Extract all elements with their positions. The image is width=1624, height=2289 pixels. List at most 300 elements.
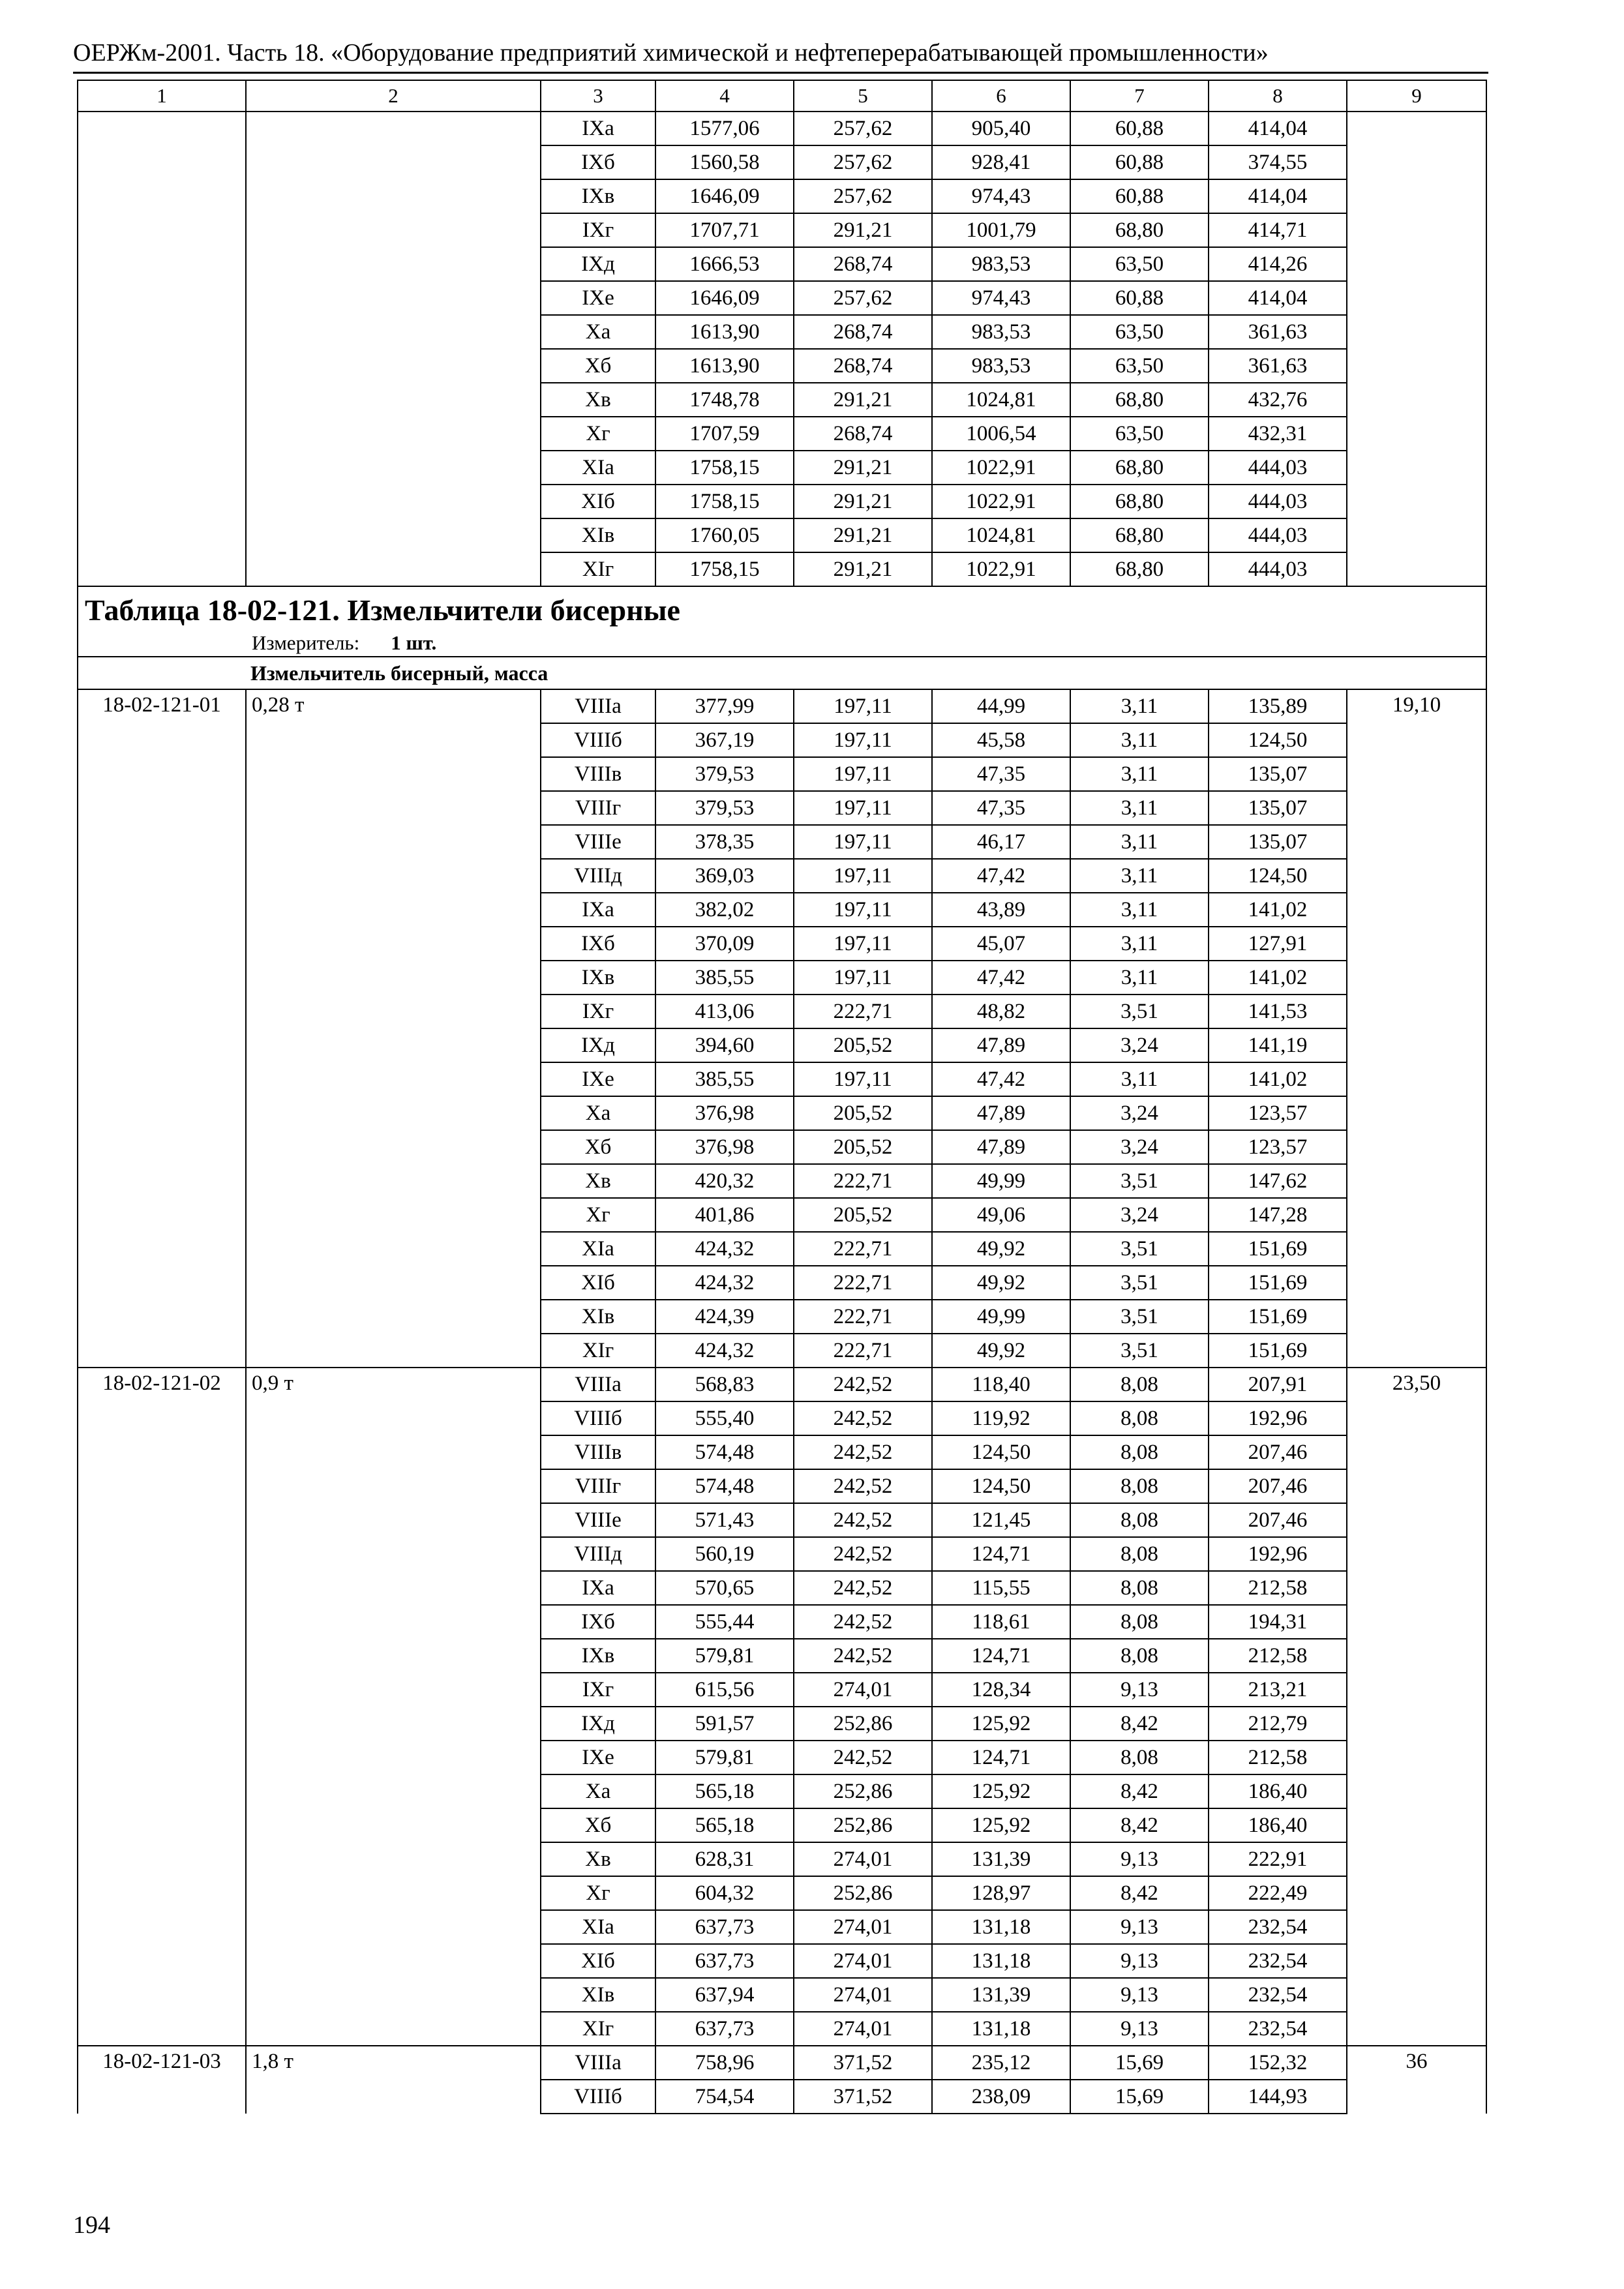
section-title: Измельчитель бисерный, масса [78,657,1486,689]
table-cell: 444,03 [1209,451,1347,485]
table-cell: 9,13 [1070,1944,1209,1978]
table-cell: 637,94 [655,1978,794,2012]
table-cell: 197,11 [794,689,932,723]
table-cell [1347,112,1486,586]
table-cell: 1758,15 [655,485,794,518]
table-cell: 376,98 [655,1130,794,1164]
table-cell: IXе [541,1741,655,1774]
table-cell: 1760,05 [655,518,794,552]
table-cell: 47,35 [932,791,1070,825]
table-cell: 268,74 [794,417,932,451]
table-cell: 3,51 [1070,1266,1209,1300]
table-cell: 367,19 [655,723,794,757]
table-cell: 207,46 [1209,1503,1347,1537]
table-cell: Xа [541,315,655,349]
table-cell: VIIIв [541,757,655,791]
table-cell: VIIIг [541,791,655,825]
table-cell: 242,52 [794,1435,932,1469]
table-cell: 420,32 [655,1164,794,1198]
table-cell: 377,99 [655,689,794,723]
table-cell: 60,88 [1070,179,1209,213]
table-cell: VIIIа [541,2046,655,2080]
table-cell: 571,43 [655,1503,794,1537]
table-cell: 432,76 [1209,383,1347,417]
table-cell: 131,18 [932,1944,1070,1978]
item-extra-value: 36 [1347,2046,1486,2114]
table-cell: 274,01 [794,1978,932,2012]
table-cell: Xв [541,1164,655,1198]
table-cell: 242,52 [794,1605,932,1639]
section-row [78,657,1486,689]
table-cell: 268,74 [794,349,932,383]
table-cell: 131,39 [932,1978,1070,2012]
table-cell: 268,74 [794,247,932,281]
table-cell: 8,42 [1070,1808,1209,1842]
table-cell: VIIIг [541,1469,655,1503]
table-cell: 141,02 [1209,961,1347,995]
table-cell: 242,52 [794,1639,932,1673]
table-cell: 197,11 [794,825,932,859]
table-cell: 60,88 [1070,112,1209,145]
table-cell: 1560,58 [655,145,794,179]
table-cell: Xб [541,349,655,383]
table-cell: IXв [541,179,655,213]
measure-label: Измеритель: [252,631,360,654]
table-cell: 8,08 [1070,1368,1209,1401]
table-cell: 565,18 [655,1774,794,1808]
table-cell: 135,07 [1209,757,1347,791]
table-cell: 3,24 [1070,1096,1209,1130]
table-cell: 565,18 [655,1808,794,1842]
table-cell [78,112,246,586]
table-cell: 432,31 [1209,417,1347,451]
table-cell: 579,81 [655,1639,794,1673]
table-cell: 615,56 [655,1673,794,1707]
table-cell: 574,48 [655,1469,794,1503]
table-cell: 3,51 [1070,1300,1209,1334]
table-cell: 48,82 [932,995,1070,1028]
table-cell: 8,42 [1070,1707,1209,1741]
table-cell: 222,49 [1209,1876,1347,1910]
table-cell: 68,80 [1070,485,1209,518]
table-cell: 135,89 [1209,689,1347,723]
table-cell: 3,51 [1070,1232,1209,1266]
table-cell: 125,92 [932,1774,1070,1808]
table-cell: 60,88 [1070,281,1209,315]
table-cell: 124,71 [932,1741,1070,1774]
table-cell: Xа [541,1096,655,1130]
table-cell: 444,03 [1209,485,1347,518]
table-cell: 222,71 [794,1334,932,1368]
table-cell: Xг [541,417,655,451]
header-rule [73,72,1488,74]
table-cell: 1646,09 [655,179,794,213]
table-cell: 3,11 [1070,927,1209,961]
table-cell: 1022,91 [932,451,1070,485]
table-cell: 376,98 [655,1096,794,1130]
table-cell: IXе [541,1062,655,1096]
table-cell: 291,21 [794,451,932,485]
table-cell: Xг [541,1876,655,1910]
table-cell: 3,24 [1070,1130,1209,1164]
table-cell: 128,97 [932,1876,1070,1910]
table-cell: 1613,90 [655,315,794,349]
table-cell: 8,08 [1070,1435,1209,1469]
table-cell: 135,07 [1209,825,1347,859]
table-cell: 8,42 [1070,1876,1209,1910]
table-cell: 115,55 [932,1571,1070,1605]
table-cell: 628,31 [655,1842,794,1876]
table-cell: 235,12 [932,2046,1070,2080]
table-cell: 124,71 [932,1639,1070,1673]
table-row [78,689,1486,723]
table-cell: 1022,91 [932,552,1070,586]
table-cell: 15,69 [1070,2046,1209,2080]
table-cell: 1024,81 [932,518,1070,552]
table-cell: 1006,54 [932,417,1070,451]
table-cell: 47,42 [932,1062,1070,1096]
table-cell: 8,08 [1070,1605,1209,1639]
table-cell: 274,01 [794,1842,932,1876]
table-cell: 63,50 [1070,349,1209,383]
table-cell: 414,04 [1209,281,1347,315]
item-code: 18-02-121-03 [78,2046,246,2114]
table-cell: 401,86 [655,1198,794,1232]
table-cell: 382,02 [655,893,794,927]
table-cell: 9,13 [1070,1842,1209,1876]
table-cell: 3,11 [1070,825,1209,859]
table-cell: 131,18 [932,1910,1070,1944]
table-cell: 1613,90 [655,349,794,383]
table-cell: 242,52 [794,1469,932,1503]
table-cell: 574,48 [655,1435,794,1469]
table-cell: 123,57 [1209,1130,1347,1164]
table-cell: IXд [541,1028,655,1062]
table-cell: 8,08 [1070,1537,1209,1571]
table-cell: 1748,78 [655,383,794,417]
table-cell: 424,39 [655,1300,794,1334]
table-cell: VIIIа [541,1368,655,1401]
table-cell: 257,62 [794,281,932,315]
table-cell: 144,93 [1209,2080,1347,2114]
table-cell: 205,52 [794,1130,932,1164]
table-cell: 1001,79 [932,213,1070,247]
table-cell: IXв [541,1639,655,1673]
table-cell: 974,43 [932,281,1070,315]
table-cell: IXе [541,281,655,315]
table-cell: 9,13 [1070,2012,1209,2046]
table-cell: 361,63 [1209,349,1347,383]
column-number-row [78,80,1486,112]
table-cell: 374,55 [1209,145,1347,179]
table-cell: 151,69 [1209,1334,1347,1368]
table-cell: 197,11 [794,893,932,927]
table-cell: 9,13 [1070,1673,1209,1707]
table-title-cell [78,586,1486,657]
table-cell: 268,74 [794,315,932,349]
table-cell: 124,50 [1209,723,1347,757]
table-cell: 579,81 [655,1741,794,1774]
table-cell: 3,51 [1070,1164,1209,1198]
table-cell: 141,19 [1209,1028,1347,1062]
table-cell: 49,92 [932,1266,1070,1300]
table-cell: IXа [541,112,655,145]
table-cell: 141,53 [1209,995,1347,1028]
table-cell: 1646,09 [655,281,794,315]
table-cell: 49,06 [932,1198,1070,1232]
table-cell: 257,62 [794,179,932,213]
table-cell: VIIIд [541,859,655,893]
table-cell: XIг [541,552,655,586]
table-cell: 3,11 [1070,723,1209,757]
table-cell: 291,21 [794,383,932,417]
table-cell: XIв [541,1300,655,1334]
table-cell: 974,43 [932,179,1070,213]
table-cell: 414,04 [1209,112,1347,145]
table-cell: 151,69 [1209,1300,1347,1334]
table-cell: 560,19 [655,1537,794,1571]
table-cell: 905,40 [932,112,1070,145]
table-cell: Xа [541,1774,655,1808]
column-number: 1 [78,80,246,112]
table-cell: 8,42 [1070,1774,1209,1808]
table-cell: 257,62 [794,112,932,145]
item-code: 18-02-121-01 [78,689,246,1368]
table-cell: IXг [541,995,655,1028]
table-cell: 118,61 [932,1605,1070,1639]
table-cell: 124,50 [932,1469,1070,1503]
table-cell: 394,60 [655,1028,794,1062]
table-cell: 414,71 [1209,213,1347,247]
table-cell: 222,71 [794,1232,932,1266]
table-cell: 8,08 [1070,1469,1209,1503]
item-extra-value: 23,50 [1347,1368,1486,2046]
table-cell: 444,03 [1209,552,1347,586]
table-cell: 151,69 [1209,1232,1347,1266]
table-cell: 68,80 [1070,552,1209,586]
table-cell: 205,52 [794,1028,932,1062]
table-cell: 274,01 [794,2012,932,2046]
table-cell: 212,58 [1209,1639,1347,1673]
table-cell: 141,02 [1209,893,1347,927]
table-cell: 238,09 [932,2080,1070,2114]
table-cell: 222,91 [1209,1842,1347,1876]
table-cell: IXд [541,1707,655,1741]
table-cell: 63,50 [1070,247,1209,281]
table-cell: VIIIб [541,723,655,757]
table-cell: 147,62 [1209,1164,1347,1198]
table-cell: 983,53 [932,349,1070,383]
table-cell: 570,65 [655,1571,794,1605]
table-cell: XIг [541,2012,655,2046]
table-cell: 68,80 [1070,213,1209,247]
table-cell: Xв [541,1842,655,1876]
table-cell: VIIIб [541,2080,655,2114]
table-row [78,2046,1486,2080]
table-cell: 424,32 [655,1232,794,1266]
column-number: 3 [541,80,655,112]
table-cell: 369,03 [655,859,794,893]
table-cell: 197,11 [794,859,932,893]
table-cell: 8,08 [1070,1639,1209,1673]
column-number: 5 [794,80,932,112]
table-cell: 186,40 [1209,1808,1347,1842]
table-cell: 1666,53 [655,247,794,281]
table-cell: 47,89 [932,1130,1070,1164]
running-header: ОЕРЖм-2001. Часть 18. «Оборудование предприятий химической и нефтеперерабатывающей промышленности» [73,39,1269,67]
table-cell: 60,88 [1070,145,1209,179]
table-cell: 124,50 [932,1435,1070,1469]
table-cell: 121,45 [932,1503,1070,1537]
item-description: 1,8 т [246,2046,541,2114]
table-cell: 119,92 [932,1401,1070,1435]
table-cell: 205,52 [794,1198,932,1232]
table-cell: 604,32 [655,1876,794,1910]
table-cell: 1758,15 [655,552,794,586]
table-cell: 124,50 [1209,859,1347,893]
table-cell: 213,21 [1209,1673,1347,1707]
table-cell: 555,40 [655,1401,794,1435]
table-cell: 131,39 [932,1842,1070,1876]
table-cell: XIв [541,518,655,552]
table-cell: XIб [541,485,655,518]
table-cell: 232,54 [1209,1944,1347,1978]
table-cell: XIа [541,451,655,485]
table-cell: 591,57 [655,1707,794,1741]
table-cell: 1758,15 [655,451,794,485]
table-cell: 414,04 [1209,179,1347,213]
table-cell: 68,80 [1070,451,1209,485]
table-cell: 370,09 [655,927,794,961]
table-cell: 47,89 [932,1028,1070,1062]
table-cell: 291,21 [794,552,932,586]
table-cell: 15,69 [1070,2080,1209,2114]
table-cell: 124,71 [932,1537,1070,1571]
table-cell: 212,79 [1209,1707,1347,1741]
table-cell: IXа [541,1571,655,1605]
price-table-body [78,80,1486,2114]
table-cell: IXд [541,247,655,281]
table-cell: 385,55 [655,1062,794,1096]
table-cell: 252,86 [794,1774,932,1808]
page-number: 194 [73,2211,110,2239]
table-cell: 232,54 [1209,2012,1347,2046]
table-cell: 49,92 [932,1334,1070,1368]
item-description: 0,9 т [246,1368,541,2046]
table-cell: XIа [541,1910,655,1944]
table-cell: 555,44 [655,1605,794,1639]
table-cell: 63,50 [1070,417,1209,451]
table-cell: Xг [541,1198,655,1232]
table-cell: IXг [541,213,655,247]
table-cell: Xб [541,1130,655,1164]
table-cell: VIIIб [541,1401,655,1435]
table-cell: 1707,59 [655,417,794,451]
table-cell: 274,01 [794,1944,932,1978]
table-cell: 207,91 [1209,1368,1347,1401]
table-cell: 257,62 [794,145,932,179]
measure-value: 1 шт. [391,631,437,654]
table-cell: 361,63 [1209,315,1347,349]
table-cell: 3,24 [1070,1028,1209,1062]
table-cell: 135,07 [1209,791,1347,825]
table-cell: XIг [541,1334,655,1368]
table-cell: 194,31 [1209,1605,1347,1639]
table-cell: VIIIе [541,825,655,859]
table-cell: 197,11 [794,723,932,757]
table-cell: 274,01 [794,1673,932,1707]
table-cell: 3,51 [1070,1334,1209,1368]
table-cell: 242,52 [794,1537,932,1571]
table-cell: 637,73 [655,1944,794,1978]
table-cell: 46,17 [932,825,1070,859]
table-cell: 205,52 [794,1096,932,1130]
item-description: 0,28 т [246,689,541,1368]
table-cell: 47,42 [932,859,1070,893]
table-cell: 414,26 [1209,247,1347,281]
table-title: Таблица 18-02-121. Измельчители бисерные [85,593,680,627]
table-cell: 378,35 [655,825,794,859]
table-cell: 186,40 [1209,1774,1347,1808]
table-cell: 568,83 [655,1368,794,1401]
table-cell: 291,21 [794,213,932,247]
table-cell: 3,11 [1070,1062,1209,1096]
table-cell: 232,54 [1209,1978,1347,2012]
table-cell: XIа [541,1232,655,1266]
column-number: 4 [655,80,794,112]
table-cell: 45,07 [932,927,1070,961]
table-cell: 212,58 [1209,1571,1347,1605]
table-cell: 637,73 [655,2012,794,2046]
table-cell: 3,11 [1070,893,1209,927]
table-cell: VIIIе [541,1503,655,1537]
table-cell: 125,92 [932,1707,1070,1741]
table-cell: 43,89 [932,893,1070,927]
table-cell: 424,32 [655,1334,794,1368]
table-cell: 242,52 [794,1571,932,1605]
table-cell: 118,40 [932,1368,1070,1401]
table-cell: XIб [541,1944,655,1978]
table-cell: 242,52 [794,1741,932,1774]
table-cell: 212,58 [1209,1741,1347,1774]
table-cell: 3,51 [1070,995,1209,1028]
table-row [78,1368,1486,1401]
table-cell: 424,32 [655,1266,794,1300]
table-cell: 207,46 [1209,1435,1347,1469]
table-cell: 151,69 [1209,1266,1347,1300]
column-number: 6 [932,80,1070,112]
price-table [77,80,1487,2114]
table-cell: 1577,06 [655,112,794,145]
table-cell: IXа [541,893,655,927]
table-cell: 197,11 [794,961,932,995]
item-extra-value: 19,10 [1347,689,1486,1368]
table-cell: 1024,81 [932,383,1070,417]
table-cell: 252,86 [794,1707,932,1741]
table-cell: 222,71 [794,1164,932,1198]
table-cell: 291,21 [794,518,932,552]
table-cell: 242,52 [794,1503,932,1537]
table-title-row [78,586,1486,657]
table-cell: 242,52 [794,1401,932,1435]
table-cell: 197,11 [794,927,932,961]
table-cell: 152,32 [1209,2046,1347,2080]
table-row [78,112,1486,145]
table-cell: 371,52 [794,2080,932,2114]
table-cell: 291,21 [794,485,932,518]
table-cell: 147,28 [1209,1198,1347,1232]
column-number: 7 [1070,80,1209,112]
